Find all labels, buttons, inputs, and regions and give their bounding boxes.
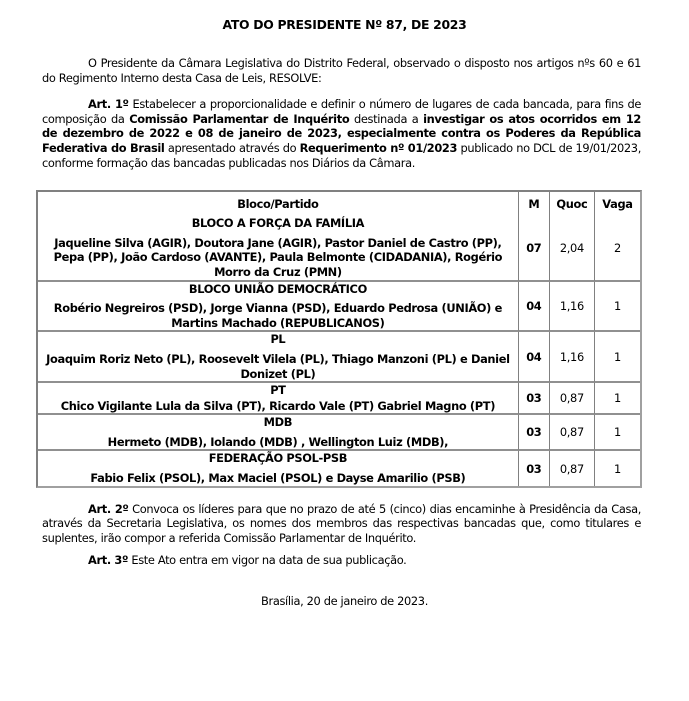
m-cell: 03 [519, 415, 550, 451]
document-title: ATO DO PRESIDENTE Nº 87, DE 2023 [222, 17, 467, 32]
header-vaga: Vaga [602, 197, 633, 212]
table-row [38, 415, 640, 451]
party-cell [38, 216, 519, 281]
party-cell [38, 415, 519, 451]
vaga-cell: 2 [595, 216, 640, 281]
article-2-label: Art. 2º [88, 501, 129, 516]
quoc-cell: 0,87 [550, 451, 595, 485]
article-1-text-2: destinada a [349, 111, 424, 126]
article-3-label: Art. 3º [88, 553, 129, 568]
article-1-requerimento: Requerimento nº 01/2023 [299, 140, 458, 155]
bancadas-table [36, 190, 642, 488]
bloco-name: MDB [263, 415, 293, 430]
vaga-cell: 1 [595, 282, 640, 333]
bloco-members: Chico Vigilante Lula da Silva (PT), Ricardo Vale (PT) Gabriel Magno (PT) [60, 398, 496, 413]
article-3-text: Este Ato entra em vigor na data de sua publicação. [128, 553, 407, 568]
place-and-date: Brasília, 20 de janeiro de 2023. [261, 594, 428, 609]
bloco-name: FEDERAÇÃO PSOL-PSB [208, 451, 348, 466]
table-row [38, 216, 640, 281]
m-cell: 07 [519, 216, 550, 281]
m-cell: 03 [519, 451, 550, 485]
party-cell [38, 451, 519, 485]
m-cell: 04 [519, 282, 550, 333]
article-1-text-3: apresentado através do [164, 140, 300, 155]
vaga-cell: 1 [595, 332, 640, 383]
quoc-cell: 0,87 [550, 415, 595, 451]
bloco-name: BLOCO A FORÇA DA FAMÍLIA [191, 216, 365, 231]
bloco-name: PL [270, 332, 286, 347]
article-1-text-1: Estabelecer a proporcionalidade e definir o número de lugares de cada bancada, para fins de composição da [42, 97, 641, 126]
table-header-row [38, 192, 640, 216]
m-cell: 03 [519, 383, 550, 415]
article-3 [42, 553, 641, 568]
article-1-purpose: investigar os atos ocorridos em 12 de dezembro de 2022 e 08 de janeiro de 2023, especialmente contra os Poderes da República Federativa do Brasil [42, 111, 642, 155]
table-row [38, 451, 640, 485]
bloco-members: Hermeto (MDB), Iolando (MDB) , Wellington Luiz (MDB), [107, 434, 449, 449]
bloco-name: PT [270, 383, 286, 398]
bloco-members: Jaqueline Silva (AGIR), Doutora Jane (AGIR), Pastor Daniel de Castro (PP), Pepa (PP), João Cardoso (AVANTE), Paula Belmonte (CIDADANIA), Rogério Morro da Cruz (PMN) [53, 235, 503, 279]
article-1-commission: Comissão Parlamentar de Inquérito [129, 111, 350, 126]
article-2-text: Convoca os líderes para que no prazo de até 5 (cinco) dias encaminhe à Presidência da Casa, através da Secretaria Legislativa, os nomes dos membros das respectivas bancadas que, como titulares e suplentes, irão compor a referida Comissão Parlamentar de Inquérito. [42, 501, 641, 545]
quoc-cell: 2,04 [550, 216, 595, 281]
article-1-text-4: publicado no DCL de 19/01/2023, conforme formação das bancadas publicadas nos Diários da Câmara. [42, 140, 641, 170]
article-1 [42, 97, 641, 170]
article-2 [42, 502, 641, 546]
quoc-cell: 0,87 [550, 383, 595, 415]
m-cell: 04 [519, 332, 550, 383]
intro-paragraph [42, 56, 641, 85]
vaga-cell: 1 [595, 383, 640, 415]
bloco-members: Fabio Felix (PSOL), Max Maciel (PSOL) e Dayse Amarilio (PSB) [90, 471, 466, 486]
quoc-cell: 1,16 [550, 332, 595, 383]
article-1-label: Art. 1º [88, 97, 129, 112]
header-quoc: Quoc [550, 192, 595, 216]
header-m: M [519, 192, 550, 216]
bloco-members: Joaquim Roriz Neto (PL), Roosevelt Vilela (PL), Thiago Manzoni (PL) e Daniel Donizet (PL) [46, 351, 510, 381]
party-cell [38, 383, 519, 415]
table-row [38, 282, 640, 333]
header-party: Bloco/Partido [38, 192, 519, 216]
vaga-cell: 1 [614, 461, 621, 476]
table-row [38, 332, 640, 383]
bloco-name: BLOCO UNIÃO DEMOCRÁTICO [188, 281, 367, 296]
vaga-cell: 1 [595, 415, 640, 451]
bloco-members: Robério Negreiros (PSD), Jorge Vianna (PSD), Eduardo Pedrosa (UNIÃO) e Martins Machado (REPUBLICANOS) [53, 301, 502, 330]
table-row [38, 383, 640, 415]
intro-text: O Presidente da Câmara Legislativa do Distrito Federal, observado o disposto nos artigos nºs 60 e 61 do Regimento Interno desta Casa de Leis, RESOLVE: [42, 56, 641, 85]
party-cell [38, 332, 519, 383]
quoc-cell: 1,16 [550, 282, 595, 333]
party-cell [38, 282, 519, 333]
